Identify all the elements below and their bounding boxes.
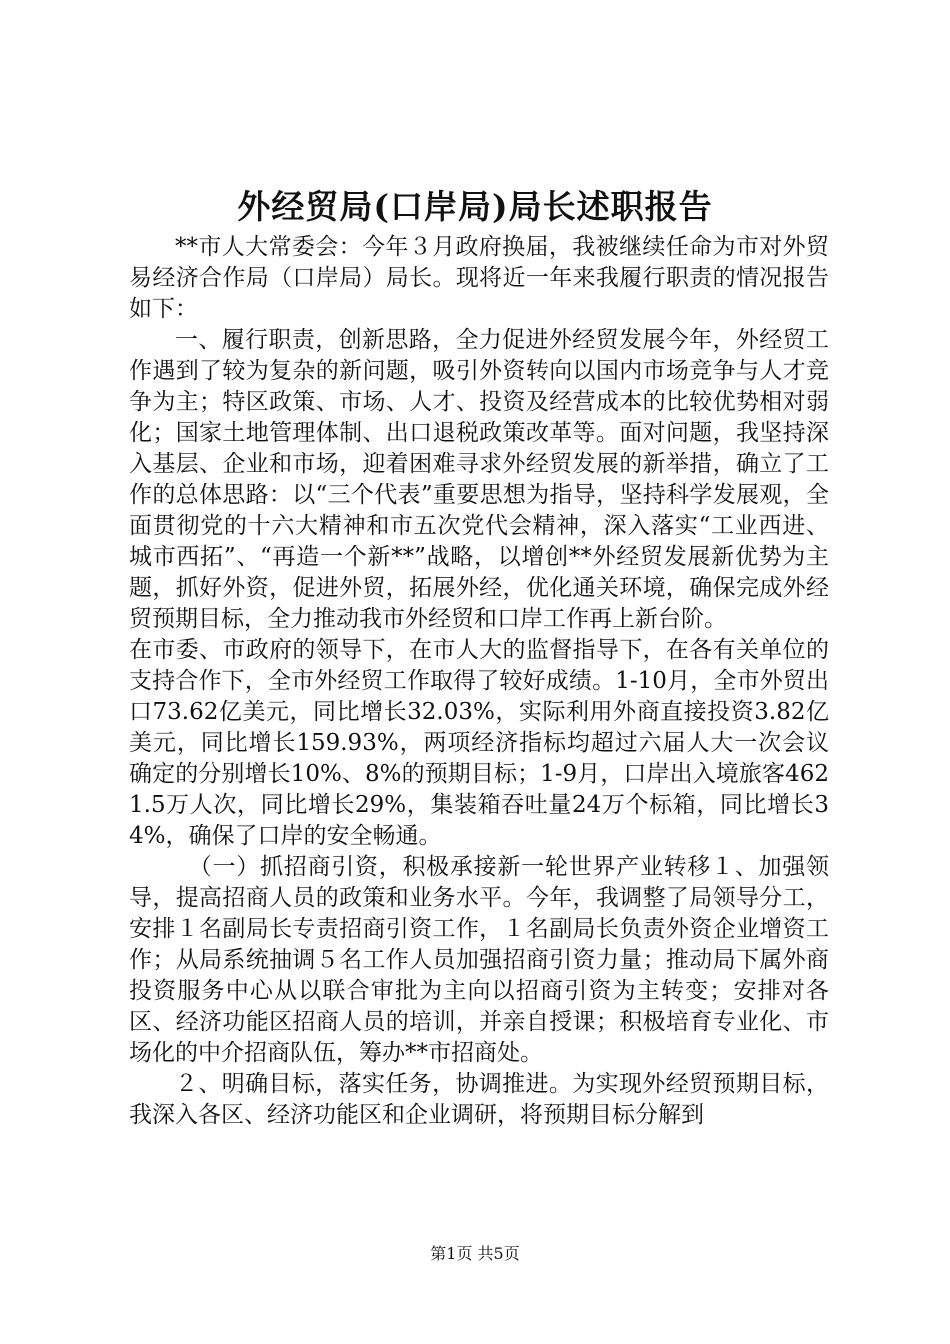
paragraph-section-one: 一、履行职责，创新思路，全力促进外经贸发展今年，外经贸工作遇到了较为复杂的新问题，吸引外资转向以国内市场竞争与人才竞争为主；特区政策、市场、人才、投资及经营成本的比较优势相对弱化；国家土地管理体制、出口退税政策改革等。面对问题，我坚持深入基层、企业和市场，迎着困难寻求外经贸发展的新举措，确立了工作的总体思路：以“三个代表”重要思想为指导，坚持科学发展观，全面贯彻党的十六大精神和市五次党代会精神，深入落实“工业西进、城市西拓”、“再造一个新**”战略，以增创**外经贸发展新优势为主题，抓好外资，促进外贸，拓展外经，优化通关环境，确保完成外经贸预期目标，全力推动我市外经贸和口岸工作再上新台阶。 [129, 327, 829, 632]
paragraph-investment: （一）抓招商引资，积极承接新一轮世界产业转移１、加强领导，提高招商人员的政策和业务水平。今年，我调整了局领导分工，安排１名副局长专责招商引资工作，１名副局长负责外资企业增资工作；从局系统抽调５名工作人员加强招商引资力量；推动局下属外商投资服务中心从以联合审批为主向以招商引资为主转变；安排对各区、经济功能区招商人员的培训，并亲自授课；积极培育专业化、市场化的中介招商队伍，筹办**市招商处。 [129, 854, 829, 1066]
document-body [129, 232, 829, 1131]
document-title: 外经贸局(口岸局)局长述职报告 [237, 187, 713, 226]
paragraph-results: 在市委、市政府的领导下，在市人大的监督指导下，在各有关单位的支持合作下，全市外经贸工作取得了较好成绩。1-10月，全市外贸出口73.62亿美元，同比增长32.03%，实际利用外商直接投资3.82亿美元，同比增长159.93%，两项经济指标均超过六届人大一次会议确定的分别增长10%、8%的预期目标；1-9月，口岸出入境旅客4621.5万人次，同比增长29%，集装箱吞吐量24万个标箱，同比增长34%，确保了口岸的安全畅通。 [129, 637, 829, 849]
paragraph-salutation: **市人大常委会：今年３月政府换届，我被继续任命为市对外贸易经济合作局（口岸局）局长。现将近一年来我履行职责的情况报告如下： [129, 234, 829, 322]
page-number-footer: 第1页 共5页 [430, 1244, 520, 1263]
paragraph-targets: ２、明确目标，落实任务，协调推进。为实现外经贸预期目标，我深入各区、经济功能区和企业调研，将预期目标分解到 [129, 1071, 829, 1128]
